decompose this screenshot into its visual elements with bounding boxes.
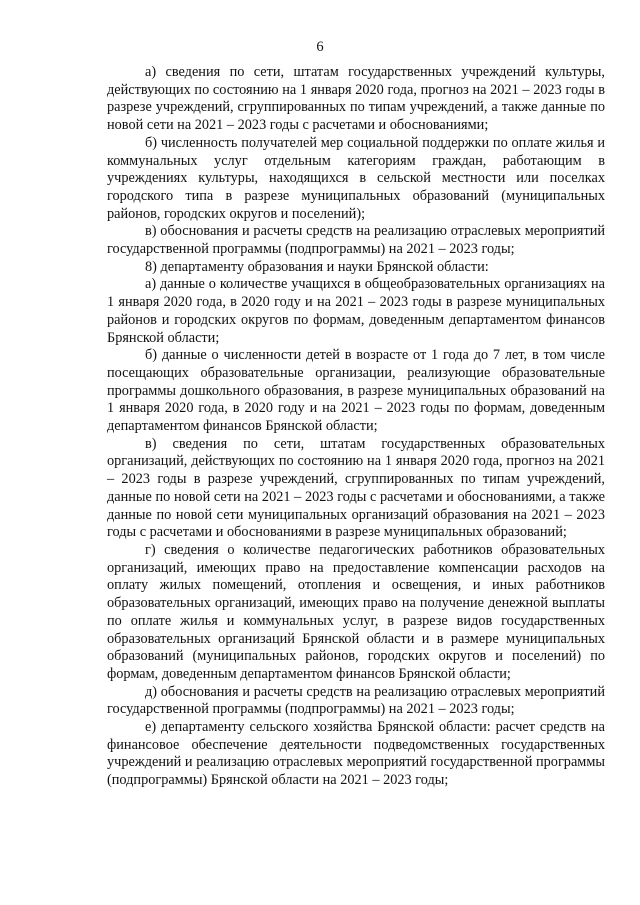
paragraph-education-program-calculations: д) обоснования и расчеты средств на реализацию отраслевых мероприятий государственной программы (подпрограммы) на 2021 – 2023 годы;: [107, 683, 605, 718]
paragraph-social-support-recipients: б) численность получателей мер социальной поддержки по оплате жилья и коммунальных услуг отдельным категориям граждан, работающим в учреждениях культуры, находящихся в сельской местности или поселках городского типа в разрезе муниципальных образований (муниципальных районов, городских округов и поселений);: [107, 134, 605, 222]
paragraph-education-network: в) сведения по сети, штатам государственных образовательных организаций, действующих по состоянию на 1 января 2020 года, прогноз на 2021 – 2023 годы в разрезе учреждений, сгруппированных по типам учреждений, данные по новой сети на 2021 – 2023 годы с расчетами и обоснованиями, а также данные по новой сети муниципальных организаций образования на 2021 – 2023 годы с расчетами и обоснованиями в разрезе муниципальных образований;: [107, 435, 605, 541]
paragraph-culture-network: а) сведения по сети, штатам государственных учреждений культуры, действующих по состоянию на 1 января 2020 года, прогноз на 2021 – 2023 годы в разрезе учреждений, сгруппированных по типам учреждений, а также данные по новой сети на 2021 – 2023 годы с расчетами и обоснованиями;: [107, 64, 605, 134]
paragraph-education-department-heading: 8) департаменту образования и науки Брянской области:: [145, 258, 489, 275]
paragraph-children-count: б) данные о численности детей в возрасте от 1 года до 7 лет, в том числе посещающих образовательные организации, реализующие образовательные программы дошкольного образования, в разрезе муниципальных образований на 1 января 2020 года, в 2020 году и на 2021 – 2023 годы по формам, доведенным департаментом финансов Брянской области;: [107, 347, 605, 435]
paragraph-culture-program-calculations: в) обоснования и расчеты средств на реализацию отраслевых мероприятий государственной программы (подпрограммы) на 2021 – 2023 годы;: [107, 223, 605, 258]
page-number: 6: [316, 39, 324, 55]
paragraph-student-count: а) данные о количестве учащихся в общеобразовательных организациях на 1 января 2020 года, в 2020 году и на 2021 – 2023 годы в разрезе муниципальных районов и городских округов по формам, доведенным департаментом финансов Брянской области;: [107, 276, 605, 346]
paragraph-agriculture-department: е) департаменту сельского хозяйства Брянской области: расчет средств на финансовое обеспечение деятельности подведомственных государственных учреждений и реализацию отраслевых мероприятий государственной программы (подпрограммы) Брянской области на 2021 – 2023 годы;: [107, 719, 605, 789]
paragraph-teacher-compensation: г) сведения о количестве педагогических работников образовательных организаций, имеющих право на предоставление компенсации расходов на оплату жилых помещений, отопления и освещения, и иных работников образовательных организаций, имеющих право на получение денежной выплаты по оплате жилья и коммунальных услуг, в разрезе видов государственных образовательных организаций Брянской области и в размере муниципальных образований (муниципальных районов, городских округов и поселений) по формам, доведенным департаментом финансов Брянской области;: [107, 541, 605, 682]
document-body: [107, 64, 605, 790]
